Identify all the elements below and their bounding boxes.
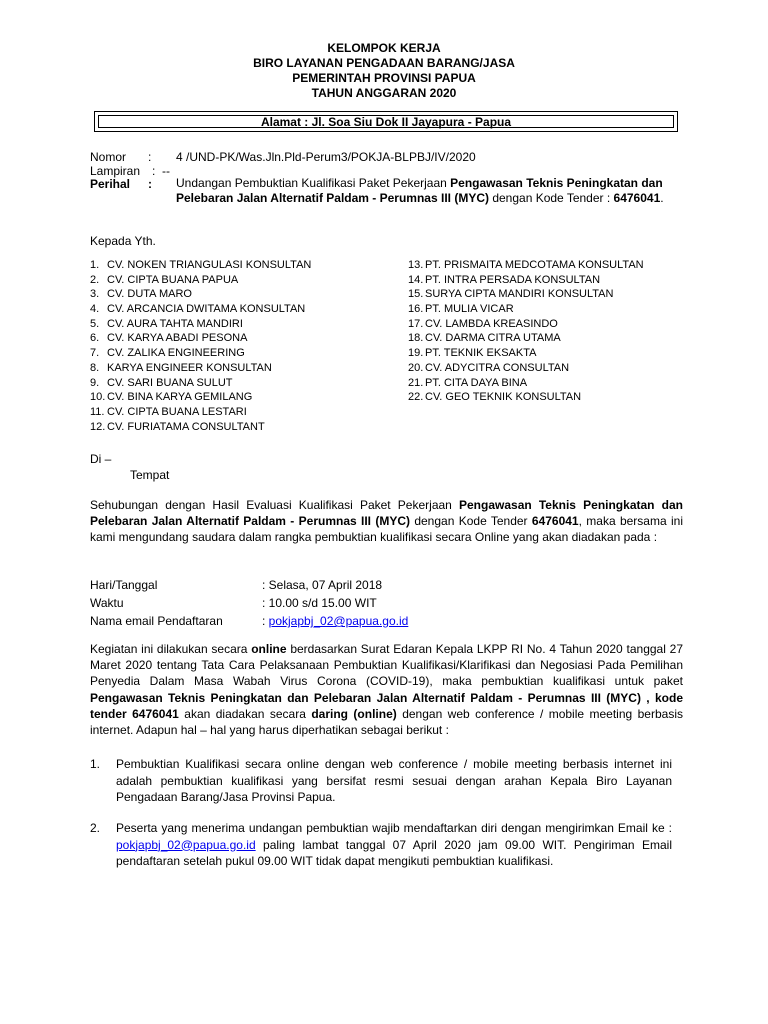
item-text	[116, 820, 672, 870]
list-item	[90, 273, 311, 288]
recipient-name: PT. TEKNIK EKSAKTA	[425, 347, 537, 360]
recipient-name: CV. DARMA CITRA UTAMA	[425, 332, 561, 345]
list-number: 1.	[90, 259, 100, 271]
para-text: dengan web conference / mobile meeting berbasis internet. Adapun hal – hal yang harus diperhatikan sebagai berikut :	[90, 706, 683, 738]
detail-value	[262, 612, 408, 630]
item-text-part: Peserta yang menerima undangan pembuktian wajib mendaftarkan diri dengan mengirimkan Email ke :	[116, 821, 672, 835]
tender-code: 6476041	[531, 514, 579, 529]
list-item	[90, 346, 311, 361]
recipient-name: CV. ARCANCIA DWITAMA KONSULTAN	[107, 303, 306, 316]
list-number: 22.	[408, 391, 424, 404]
item-text: Pembuktian Kualifikasi secara online dengan web conference / mobile meeting berbasis internet ini adalah pembuktian kualifikasi yang bersifat resmi sesuai dengan arahan Kepala Biro Layanan Pengadaan Barang/Jasa Provinsi Papua.	[116, 757, 672, 804]
lampiran-value: --	[162, 164, 170, 178]
list-item	[408, 287, 644, 302]
list-item	[408, 273, 644, 288]
nomor-value: 4 /UND-PK/Was.Jln.Pld-Perum3/POKJA-BLPBJ/IV/2020	[176, 150, 476, 164]
list-number: 21.	[408, 376, 424, 389]
list-number: 17.	[408, 317, 424, 330]
recipient-name: CV. DUTA MARO	[107, 288, 192, 301]
list-number: 9.	[90, 376, 100, 389]
detail-value: : Selasa, 07 April 2018	[262, 578, 383, 592]
list-number: 5.	[90, 317, 100, 330]
perihal-code: 6476041	[613, 191, 661, 205]
para-text: dengan Kode Tender	[410, 514, 532, 529]
list-number: 10.	[90, 391, 106, 404]
recipient-name: CV. BINA KARYA GEMILANG	[107, 391, 253, 404]
colon: :	[262, 614, 269, 628]
letterhead-line: TAHUN ANGGARAN 2020	[311, 86, 457, 100]
kepada-text: Kepada Yth.	[90, 234, 156, 248]
recipient-name: CV. GEO TEKNIK KONSULTAN	[425, 391, 582, 404]
item-text-part: paling lambat tanggal 07 April 2020 jam 09.00 WIT. Pengiriman Email pendaftaran setelah pukul 09.00 WIT tidak dapat mengikuti pembuktian kualifikasi.	[116, 837, 672, 868]
perihal-label: Perihal	[90, 177, 131, 191]
list-number: 19.	[408, 347, 424, 360]
letterhead-line: PEMERINTAH PROVINSI PAPUA	[292, 71, 476, 85]
recipient-name: CV. CIPTA BUANA PAPUA	[107, 273, 239, 286]
detail-label: Hari/Tanggal	[90, 578, 158, 592]
para-text: akan diadakan secara	[178, 706, 312, 721]
list-item	[90, 317, 311, 332]
project-name: Pengawasan Teknis Peningkatan dan Pelebaran Jalan Alternatif Paldam - Perumnas III (MYC)	[90, 498, 683, 529]
list-number: 13.	[408, 259, 424, 271]
list-item	[408, 331, 644, 346]
list-number: 3.	[90, 288, 100, 301]
paragraph-intro	[90, 497, 683, 546]
colon: :	[152, 164, 156, 178]
di-text: Di –	[90, 452, 112, 466]
recipient-name: CV. AURA TAHTA MANDIRI	[107, 317, 243, 330]
address-text: Alamat : Jl. Soa Siu Dok II Jayapura - Papua	[98, 115, 674, 128]
recipient-name: PT. CITA DAYA BINA	[425, 376, 528, 389]
detail-value: : 10.00 s/d 15.00 WIT	[262, 596, 377, 610]
detail-label: Waktu	[90, 596, 124, 610]
lampiran-label: Lampiran	[90, 164, 141, 178]
item-number: 2.	[90, 821, 101, 835]
list-item	[408, 317, 644, 332]
list-number: 6.	[90, 332, 100, 345]
perihal-intro: Undangan Pembuktian Kualifikasi Paket Pekerjaan	[176, 176, 451, 190]
recipient-name: CV. ADYCITRA CONSULTAN	[425, 361, 570, 374]
letterhead	[0, 41, 768, 101]
recipient-name: CV. ZALIKA ENGINEERING	[107, 347, 245, 360]
recipient-name: PT. PRISMAITA MEDCOTAMA KONSULTAN	[425, 259, 644, 271]
list-item	[408, 346, 644, 361]
recipient-name: SURYA CIPTA MANDIRI KONSULTAN	[425, 288, 614, 301]
perihal-mid: dengan Kode Tender :	[488, 191, 614, 205]
recipient-name: CV. LAMBDA KREASINDO	[425, 317, 558, 330]
project-name: Pengawasan Teknis Peningkatan dan Pelebaran Jalan Alternatif Paldam - Perumnas III (MYC) , kode tender 6476041	[90, 690, 683, 721]
nomor-label: Nomor	[90, 150, 127, 164]
list-number: 11.	[90, 405, 105, 418]
daring-emphasis: daring (online)	[311, 706, 397, 721]
list-item	[90, 390, 311, 405]
list-number: 7.	[90, 347, 100, 360]
letterhead-line: BIRO LAYANAN PENGADAAN BARANG/JASA	[253, 56, 515, 70]
list-number: 18.	[408, 332, 424, 345]
recipient-name: CV. CIPTA BUANA LESTARI	[107, 405, 247, 418]
list-item	[90, 258, 311, 273]
list-number: 8.	[90, 361, 100, 374]
recipient-name: CV. SARI BUANA SULUT	[107, 376, 233, 389]
paragraph-kegiatan	[90, 641, 683, 738]
list-item	[408, 258, 644, 273]
list-number: 20.	[408, 361, 424, 374]
recipient-name: CV. NOKEN TRIANGULASI KONSULTAN	[107, 259, 312, 271]
list-item	[90, 361, 311, 376]
list-number: 14.	[408, 273, 424, 286]
list-item	[90, 376, 311, 391]
list-number: 2.	[90, 273, 100, 286]
list-item	[90, 405, 311, 420]
para-text: berdasarkan Surat Edaran Kepala LKPP RI No. 4 Tahun 2020 tanggal 27 Maret 2020 tentang Tata Cara Pelaksanaan Pembuktian Kualifikasi/Klarifikasi dan Negosiasi Pada Pemilihan Penyedia Dalam Masa Wabah Virus Corona (COVID-19), maka pembuktian kualifikasi untuk paket	[90, 642, 683, 689]
detail-label: Nama email Pendaftaran	[90, 614, 223, 628]
item-number: 1.	[90, 757, 101, 771]
para-text: Sehubungan dengan Hasil Evaluasi Kualifikasi Paket Pekerjaan	[90, 498, 459, 512]
list-number: 12.	[90, 420, 106, 433]
perihal-end: .	[660, 191, 664, 205]
list-item	[408, 361, 644, 376]
tempat-text: Tempat	[130, 468, 170, 482]
recipient-list-left	[90, 258, 311, 434]
email-link[interactable]: pokjapbj_02@papua.go.id	[268, 614, 409, 628]
list-item	[90, 302, 311, 317]
list-number: 15.	[408, 288, 424, 301]
letterhead-line: KELOMPOK KERJA	[327, 41, 441, 55]
list-number: 4.	[90, 303, 100, 316]
recipient-list-right	[408, 258, 644, 405]
email-link[interactable]: pokjapbj_02@papua.go.id	[116, 837, 256, 852]
recipient-name: CV. FURIATAMA CONSULTANT	[107, 420, 265, 433]
list-item	[90, 420, 311, 435]
list-item	[90, 287, 311, 302]
list-item	[90, 331, 311, 346]
colon: :	[148, 150, 152, 164]
list-item	[408, 390, 644, 405]
perihal-project: Pengawasan Teknis Peningkatan dan Pelebaran Jalan Alternatif Paldam - Perumnas III (MYC)	[176, 176, 663, 205]
list-number: 16.	[408, 303, 424, 316]
colon: :	[148, 177, 152, 191]
recipient-name: PT. MULIA VICAR	[425, 303, 514, 316]
list-item	[408, 376, 644, 391]
list-item	[408, 302, 644, 317]
address-box	[94, 111, 678, 132]
perihal-text	[176, 176, 676, 206]
para-text: Kegiatan ini dilakukan secara	[90, 642, 252, 656]
online-emphasis: online	[251, 642, 287, 656]
para-text: , maka bersama ini kami mengundang saudara dalam rangka pembuktian kualifikasi secara Online yang akan diadakan pada :	[90, 514, 683, 545]
recipient-name: PT. INTRA PERSADA KONSULTAN	[425, 273, 601, 286]
recipient-name: CV. KARYA ABADI PESONA	[107, 332, 248, 345]
recipient-name: KARYA ENGINEER KONSULTAN	[107, 361, 272, 374]
